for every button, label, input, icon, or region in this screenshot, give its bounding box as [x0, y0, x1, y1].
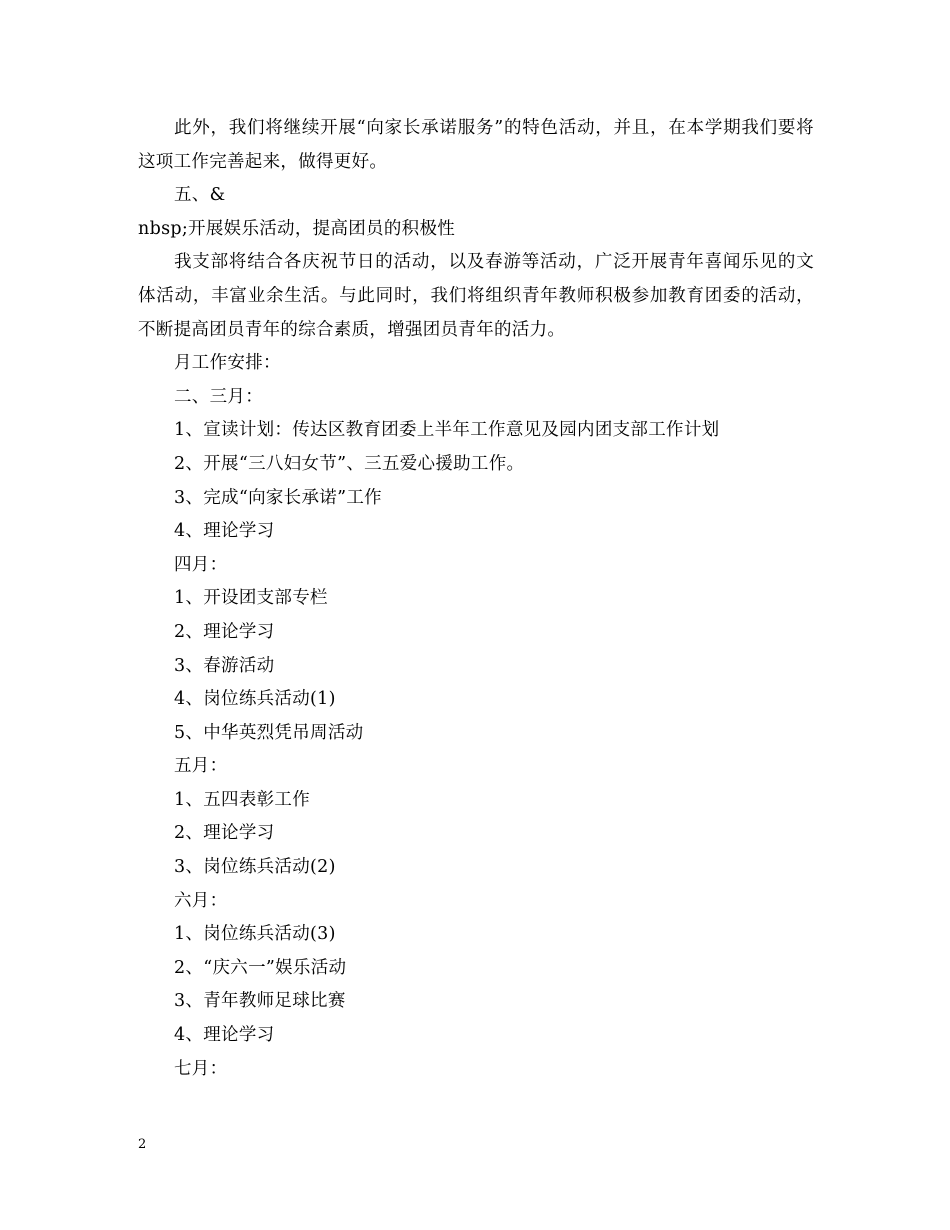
- month-label: 七月：: [174, 1058, 228, 1079]
- list-item: 2、“庆六一”娱乐活动: [174, 957, 347, 978]
- list-item: 1、五四表彰工作: [174, 789, 311, 810]
- list-item: 5、中华英烈凭吊周活动: [174, 722, 364, 743]
- list-item: 2、理论学习: [174, 621, 275, 642]
- list-item: 2、理论学习: [174, 823, 275, 844]
- list-item: 2、开展“三八妇女节”、三五爱心援助工作。: [174, 453, 525, 474]
- list-item: 3、岗位练兵活动(2): [174, 857, 336, 878]
- list-item: 4、岗位练兵活动(1): [174, 689, 336, 710]
- paragraph-intro: 此外，我们将继续开展“向家长承诺服务”的特色活动，并且，在本学期我们要将这项工作完善起来，做得更好。: [138, 118, 814, 172]
- list-item: 1、开设团支部专栏: [174, 588, 328, 609]
- section-heading-five: 五、&: [174, 185, 226, 206]
- section-heading-five-continuation: nbsp;开展娱乐活动，提高团员的积极性: [138, 218, 456, 239]
- paragraph-activities: 我支部将结合各庆祝节日的活动，以及春游等活动，广泛开展青年喜闻乐见的文体活动，丰富业余生活。与此同时，我们将组织青年教师积极参加教育团委的活动，不断提高团员青年的综合素质，增强团员青年的活力。: [138, 252, 814, 340]
- list-item: 4、理论学习: [174, 521, 275, 542]
- month-label: 六月：: [174, 890, 228, 911]
- document-body: [138, 112, 814, 1086]
- list-item: 3、春游活动: [174, 655, 275, 676]
- month-label: 五月：: [174, 756, 228, 777]
- schedule-title: 月工作安排：: [174, 353, 281, 374]
- list-item: 1、宣读计划：传达区教育团委上半年工作意见及园内团支部工作计划: [174, 420, 720, 441]
- list-item: 3、完成“向家长承诺”工作: [174, 487, 382, 508]
- list-item: 4、理论学习: [174, 1025, 275, 1046]
- list-item: 3、青年教师足球比赛: [174, 991, 346, 1012]
- month-label: 四月：: [174, 554, 228, 575]
- list-item: 1、岗位练兵活动(3): [174, 924, 336, 945]
- month-label: 二、三月：: [174, 386, 263, 407]
- page-number: 2: [138, 1137, 147, 1152]
